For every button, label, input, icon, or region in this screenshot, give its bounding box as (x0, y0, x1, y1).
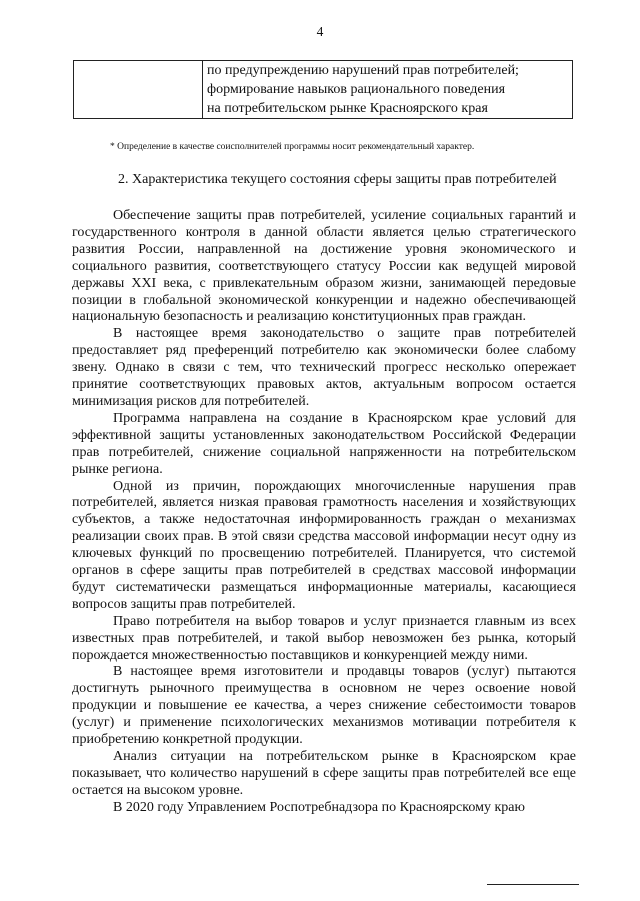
paragraph: Программа направлена на создание в Красноярском крае условий для эффективной защиты установленных законодательством Российской Федерации прав потребителей, снижение социальной напряженности на потребительском рынке региона. (72, 410, 576, 477)
continuation-table (73, 60, 573, 119)
paragraph: Одной из причин, порождающих многочисленные нарушения прав потребителей, является низкая правовая грамотность населения и хозяйствующих субъектов, а также недостаточная информированность граждан о механизмах реализации своих прав. В этой связи средства массовой информации несут одну из ключевых функций по просвещению потребителей. Планируется, что системой органов в сфере защиты прав потребителей в средствах массовой информации будут систематически размещаться информационные материалы, касающиеся вопросов защиты прав потребителей. (72, 478, 576, 612)
section-heading: 2. Характеристика текущего состояния сферы защиты прав потребителей (118, 172, 557, 187)
table-cell-line: по предупреждению нарушений прав потребителей; (207, 63, 519, 78)
table-cell-right (203, 61, 573, 119)
footnote-separator (487, 884, 579, 885)
table-cell-line: на потребительском рынке Красноярского края (207, 101, 488, 116)
body-text (72, 208, 576, 817)
footnote: * Определение в качестве соисполнителей программы носит рекомендательный характер. (110, 142, 475, 152)
table-cell-left (74, 61, 203, 119)
paragraph: В настоящее время изготовители и продавцы товаров (услуг) пытаются достигнуть рыночного преимущества в основном не через освоение новой продукции и повышение ее качества, а через снижение себестоимости товаров (услуг) и применение психологических механизмов мотивации потребителя к приобретению конкретной продукции. (72, 664, 576, 748)
table-row (74, 61, 573, 119)
paragraph: Анализ ситуации на потребительском рынке в Красноярском крае показывает, что количество нарушений в сфере защиты прав потребителей все еще остается на высоком уровне. (72, 749, 576, 798)
paragraph: Обеспечение защиты прав потребителей, усиление социальных гарантий и государственного контроля в данной области является целью стратегического развития России, направленной на достижение уровня экономического и социального развития, соответствующего статусу России как ведущей мировой державы XXI века, с привлекательным образом жизни, занимающей передовые позиции в глобальной экономической конкуренции и надежно обеспечивающей национальную безопасность и реализацию конституционных прав граждан. (72, 208, 576, 325)
page-number: 4 (316, 24, 324, 39)
paragraph: В настоящее время законодательство о защите прав потребителей предоставляет ряд преференций потребителю как экономически более слабому звену. Однако в связи с тем, что технический прогресс несколько опережает принятие соответствующих правовых актов, актуальным вопросом остается минимизация рисков для потребителей. (72, 326, 576, 409)
paragraph: В 2020 году Управлением Роспотребнадзора по Красноярскому краю (113, 799, 525, 815)
table-cell-line: формирование навыков рационального поведения (207, 82, 506, 97)
paragraph: Право потребителя на выбор товаров и услуг признается главным из всех известных прав потребителей, и такой выбор невозможен без рынка, который порождается множественностью поставщиков и конкуренцией между ними. (72, 613, 576, 663)
